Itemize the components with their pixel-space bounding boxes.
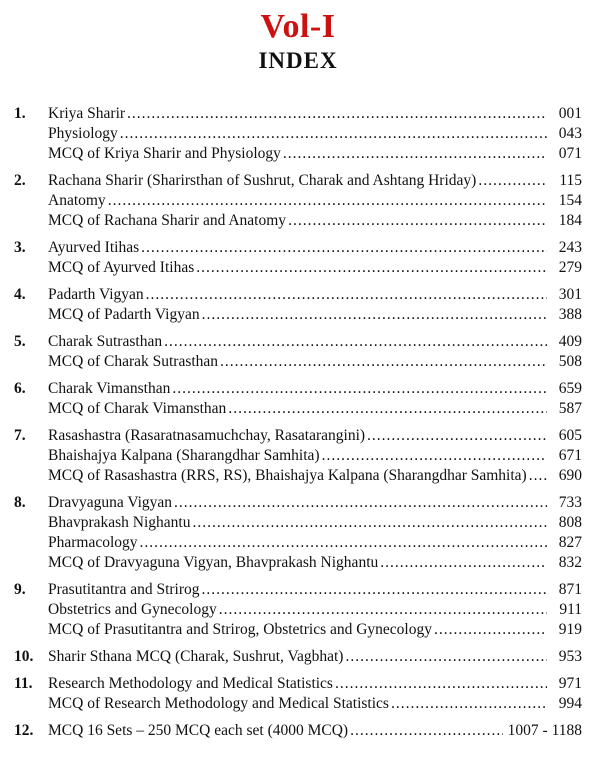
page-number: 587 [558, 400, 582, 417]
page-number: 243 [558, 239, 582, 256]
page-number: 994 [558, 695, 582, 712]
page-number: 043 [558, 125, 582, 142]
index-row [14, 533, 582, 553]
index-entry [14, 104, 582, 164]
dot-leader [529, 466, 547, 486]
index-row [14, 647, 582, 667]
index-row [14, 124, 582, 144]
page-number: 911 [559, 601, 582, 618]
dot-leader [202, 305, 547, 325]
dot-leader [391, 694, 547, 714]
index-row [14, 600, 582, 620]
entry-title: Rachana Sharir (Sharirsthan of Sushrut, Charak and Ashtang Hriday) [48, 172, 477, 189]
dot-leader [478, 171, 547, 191]
page-number: 279 [558, 259, 582, 276]
entry-number: 10. [14, 648, 34, 665]
page-number: 388 [558, 306, 582, 323]
index-row [14, 399, 582, 419]
dot-leader [127, 104, 547, 124]
dot-leader [228, 399, 547, 419]
page-number: 154 [558, 192, 582, 209]
entry-title: MCQ of Ayurved Itihas [48, 259, 195, 276]
dot-leader [192, 513, 547, 533]
index-entries [14, 104, 582, 741]
page-number: 409 [558, 333, 582, 350]
entry-title: Padarth Vigyan [48, 286, 144, 303]
dot-leader [140, 533, 547, 553]
index-row [14, 694, 582, 714]
entry-number: 6. [14, 380, 26, 397]
index-entry [14, 580, 582, 640]
index-entry [14, 493, 582, 573]
page-number: 690 [558, 467, 582, 484]
index-entry [14, 379, 582, 419]
dot-leader [367, 426, 547, 446]
index-row [14, 513, 582, 533]
entry-title: MCQ of Padarth Vigyan [48, 306, 200, 323]
index-entry [14, 674, 582, 714]
entry-number: 4. [14, 286, 26, 303]
entry-title: Dravyaguna Vigyan [48, 494, 173, 511]
entry-title: Sharir Sthana MCQ (Charak, Sushrut, Vagbhat) [48, 648, 344, 665]
index-row [14, 211, 582, 231]
index-row [14, 446, 582, 466]
entry-title: Research Methodology and Medical Statistics [48, 675, 333, 692]
entry-title: MCQ 16 Sets – 250 MCQ each set (4000 MCQ) [48, 722, 349, 739]
index-row [14, 305, 582, 325]
entry-number: 5. [14, 333, 26, 350]
dot-leader [174, 493, 547, 513]
index-row [14, 104, 582, 124]
page-number: 301 [558, 286, 582, 303]
entry-number: 8. [14, 494, 26, 511]
index-row [14, 466, 582, 486]
page-number: 659 [558, 380, 582, 397]
dot-leader [345, 647, 547, 667]
index-entry [14, 426, 582, 486]
index-row [14, 493, 582, 513]
index-row [14, 721, 582, 741]
index-entry [14, 171, 582, 231]
index-entry [14, 647, 582, 667]
page-number: 605 [558, 427, 582, 444]
page-number: 832 [558, 554, 582, 571]
dot-leader [146, 285, 547, 305]
dot-leader [172, 379, 547, 399]
page-number: 971 [558, 675, 582, 692]
entry-title: MCQ of Prasutitantra and Strirog, Obstetrics and Gynecology [48, 621, 432, 638]
entry-number: 2. [14, 172, 26, 189]
entry-title: Prasutitantra and Strirog [48, 581, 200, 598]
index-row [14, 144, 582, 164]
dot-leader [283, 144, 547, 164]
entry-title: Pharmacology [48, 534, 138, 551]
volume-title: Vol-I [260, 8, 336, 45]
entry-number: 3. [14, 239, 26, 256]
index-entry [14, 285, 582, 325]
page-number: 671 [558, 447, 582, 464]
page-number: 184 [558, 212, 582, 229]
page-number: 115 [559, 172, 582, 189]
entry-number: 9. [14, 581, 26, 598]
entry-title: Bhaishajya Kalpana (Sharangdhar Samhita) [48, 447, 320, 464]
index-row [14, 580, 582, 600]
entry-title: MCQ of Charak Sutrasthan [48, 353, 219, 370]
page-number: 827 [558, 534, 582, 551]
dot-leader [219, 600, 547, 620]
page-number: 1007 - 1188 [507, 722, 582, 739]
dot-leader [202, 580, 547, 600]
page-number: 808 [558, 514, 582, 531]
index-entry [14, 238, 582, 278]
entry-number: 1. [14, 105, 26, 122]
index-row [14, 379, 582, 399]
dot-leader [141, 238, 547, 258]
dot-leader [380, 553, 547, 573]
index-row [14, 332, 582, 352]
entry-title: MCQ of Rachana Sharir and Anatomy [48, 212, 287, 229]
index-row [14, 352, 582, 372]
entry-title: Physiology [48, 125, 118, 142]
dot-leader [322, 446, 547, 466]
entry-title: Anatomy [48, 192, 106, 209]
entry-title: MCQ of Dravyaguna Vigyan, Bhavprakash Nighantu [48, 554, 379, 571]
entry-title: Rasashastra (Rasaratnasamuchchay, Rasatarangini) [48, 427, 366, 444]
dot-leader [434, 620, 547, 640]
index-entry [14, 332, 582, 372]
dot-leader [164, 332, 547, 352]
page-number: 733 [558, 494, 582, 511]
entry-title: Bhavprakash Nighantu [48, 514, 191, 531]
index-row [14, 620, 582, 640]
page-number: 071 [558, 145, 582, 162]
index-row [14, 258, 582, 278]
entry-title: Obstetrics and Gynecology [48, 601, 217, 618]
page-number: 508 [558, 353, 582, 370]
entry-number: 11. [14, 675, 33, 692]
page-number: 001 [558, 105, 582, 122]
page-number: 919 [558, 621, 582, 638]
index-row [14, 553, 582, 573]
entry-title: MCQ of Research Methodology and Medical Statistics [48, 695, 389, 712]
entry-number: 7. [14, 427, 26, 444]
page-number: 871 [558, 581, 582, 598]
dot-leader [108, 191, 547, 211]
index-row [14, 285, 582, 305]
index-row [14, 171, 582, 191]
index-entry [14, 721, 582, 741]
entry-title: Ayurved Itihas [48, 239, 140, 256]
dot-leader [288, 211, 547, 231]
dot-leader [350, 721, 503, 741]
entry-title: Charak Vimansthan [48, 380, 171, 397]
index-heading: INDEX [258, 48, 338, 73]
entry-title: MCQ of Kriya Sharir and Physiology [48, 145, 281, 162]
dot-leader [120, 124, 547, 144]
index-row [14, 191, 582, 211]
entry-title: Charak Sutrasthan [48, 333, 163, 350]
dot-leader [335, 674, 547, 694]
index-row [14, 426, 582, 446]
dot-leader [196, 258, 547, 278]
entry-title: MCQ of Charak Vimansthan [48, 400, 227, 417]
entry-title: MCQ of Rasashastra (RRS, RS), Bhaishajya Kalpana (Sharangdhar Samhita) [48, 467, 527, 484]
index-row [14, 674, 582, 694]
index-row [14, 238, 582, 258]
entry-title: Kriya Sharir [48, 105, 126, 122]
dot-leader [220, 352, 547, 372]
entry-number: 12. [14, 722, 34, 739]
page-number: 953 [558, 648, 582, 665]
